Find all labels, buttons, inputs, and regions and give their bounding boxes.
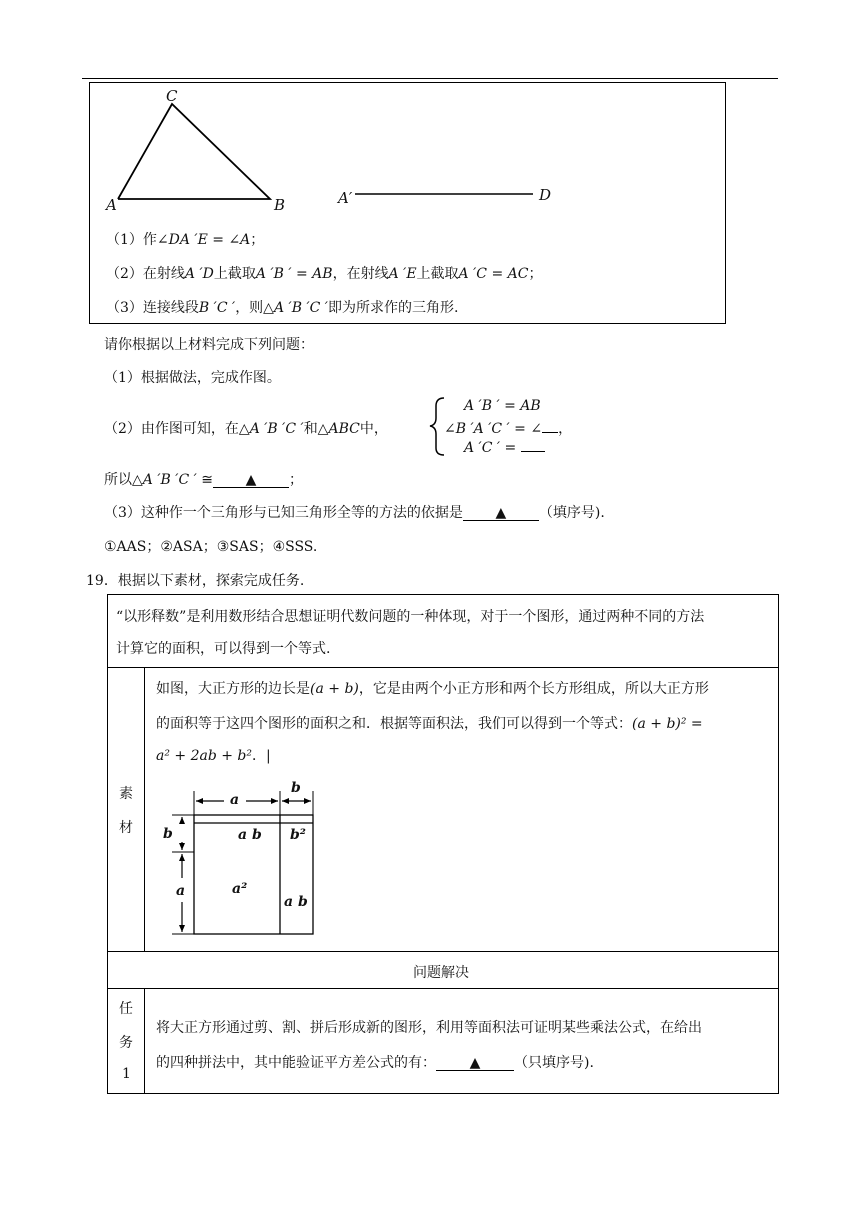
- step-3: （3）连接线段B ′C ′，则△A ′B ′C ′即为所求作的三角形.: [106, 300, 459, 316]
- task-label-2: 务: [119, 1035, 133, 1051]
- problem-header: 问题解决: [413, 965, 469, 981]
- diagram-cell-ab-top: a b: [238, 827, 262, 843]
- system-line-1: A ′B ′ = AB: [464, 398, 541, 414]
- material-line-2: 的面积等于这四个图形的面积之和．根据等面积法，我们可以得到一个等式：(a + b)² =: [156, 716, 703, 732]
- question-2-conclusion: 所以△A ′B ′C ′ ≅ ▲ ；: [104, 472, 303, 488]
- diagram-cell-a2: a²: [232, 881, 248, 897]
- material-label-1: 素: [119, 786, 133, 802]
- material-line-1: 如图，大正方形的边长是(a + b)，它是由两个小正方形和两个长方形组成，所以大正方形: [156, 681, 709, 697]
- task-label-1: 任: [119, 1001, 133, 1017]
- q19-intro-line-1: “以形释数”是利用数形结合思想证明代数问题的一种体现，对于一个图形，通过两种不同的方法: [116, 609, 705, 625]
- question-2: （2）由作图可知，在△A ′B ′C ′和△ABC中，: [104, 421, 388, 437]
- answer-blank-basis[interactable]: ▲: [463, 506, 539, 521]
- q19-intro-line-2: 计算它的面积，可以得到一个等式.: [116, 641, 331, 657]
- questions-intro: 请你根据以上材料完成下列问题：: [104, 337, 314, 353]
- diagram-cell-ab-right: a b: [284, 894, 308, 910]
- system-line-2: ∠B ′A ′C ′ = ∠ ，: [444, 421, 573, 437]
- answer-blank-task1[interactable]: ▲: [436, 1056, 514, 1071]
- task-line-2: 的四种拼法中，其中能验证平方差公式的有： ▲ （只填序号).: [156, 1055, 594, 1071]
- label-c: C: [166, 87, 178, 105]
- step-1: （1）作∠DA ′E = ∠A；: [106, 232, 265, 248]
- q19-title: 19．根据以下素材，探索完成任务.: [86, 573, 305, 589]
- task-label-3: 1: [122, 1066, 131, 1082]
- diagram-top-a: a: [230, 792, 240, 808]
- label-a: A: [106, 196, 117, 214]
- diagram-left-a: a: [176, 883, 186, 899]
- step-2: （2）在射线A ′D上截取A ′B ′ = AB，在射线A ′E上截取A ′C = AC；: [106, 266, 543, 282]
- diagram-left-b: b: [163, 826, 173, 842]
- label-d: D: [539, 186, 552, 204]
- diagram-cell-b2: b²: [290, 827, 306, 843]
- answer-blank-congruent[interactable]: ▲: [213, 473, 289, 488]
- material-label-2: 材: [119, 820, 133, 836]
- task-line-1: 将大正方形通过剪、割、拼后形成新的图形，利用等面积法可证明某些乘法公式，在给出: [156, 1020, 702, 1036]
- question-1: （1）根据做法，完成作图。: [104, 370, 281, 386]
- label-a-prime: A′: [338, 189, 353, 207]
- material-line-3: a² + 2ab + b²．|: [156, 748, 271, 764]
- label-b: B: [274, 196, 286, 214]
- system-line-3: A ′C ′ =: [464, 440, 545, 456]
- question-3-options: ①AAS；②ASA；③SAS；④SSS.: [104, 539, 318, 555]
- task-content-cell: [144, 988, 779, 1094]
- diagram-top-b: b: [291, 780, 301, 796]
- question-3: （3）这种作一个三角形与已知三角形全等的方法的依据是 ▲ （填序号).: [104, 505, 605, 521]
